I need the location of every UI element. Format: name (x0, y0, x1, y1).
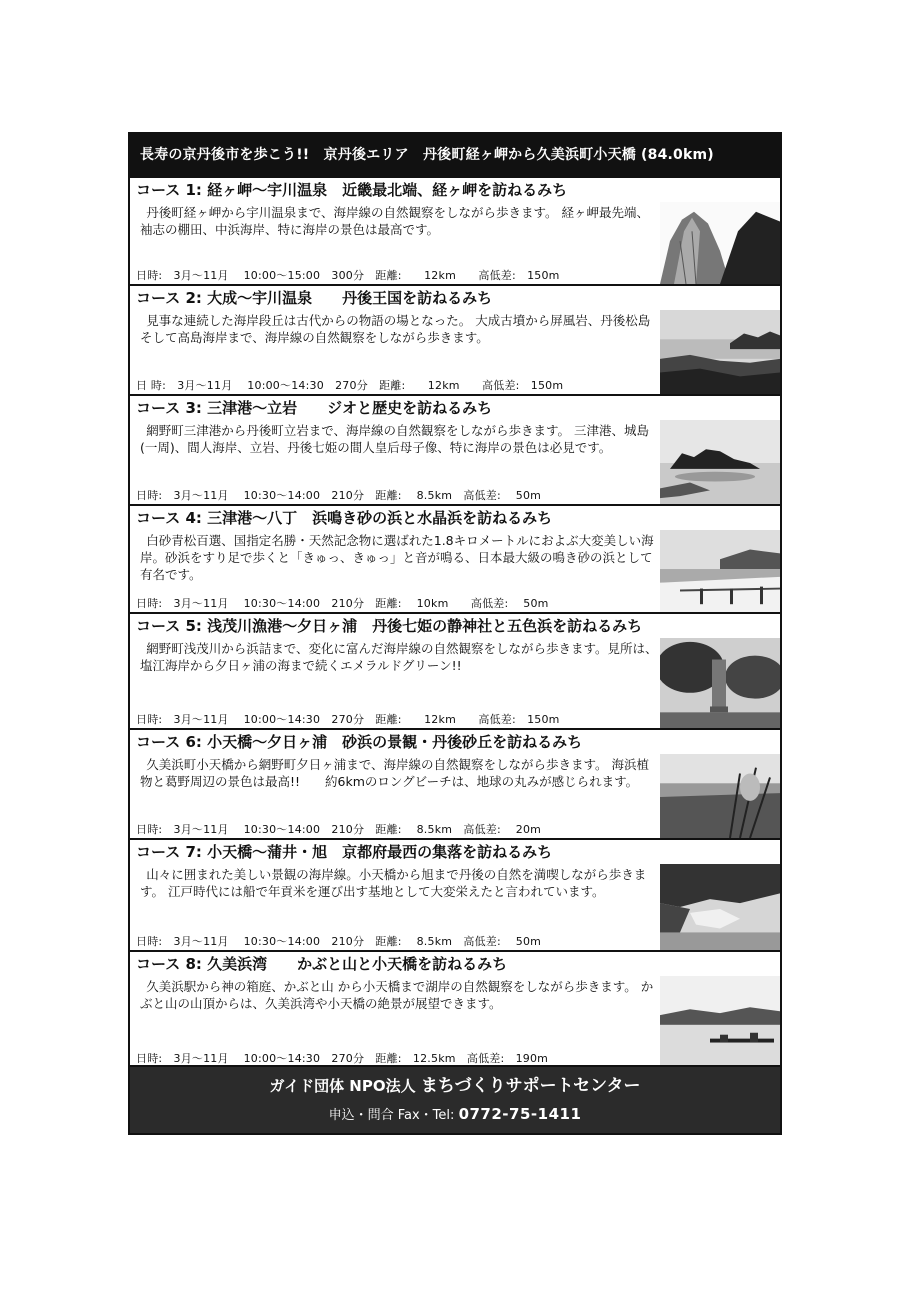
course-meta: 日時: 3月〜11月 10:30〜14:00 210分 距離: 8.5km 高低差: 50m (136, 489, 542, 502)
course-description: 久美浜駅から神の箱庭、かぶと山 から小天橋まで湖岸の自然観察をしながら歩きます。 かぶと山の山頂からは、久美浜湾や小天橋の絶景が展望できます。 (140, 979, 654, 1011)
page-title: 長寿の京丹後市を歩こう!! 京丹後エリア 丹後町経ヶ岬から久美浜町小天橋 (84.0km) (130, 134, 780, 176)
course-description: 見事な連続した海岸段丘は古代からの物語の場となった。 大成古墳から屏風岩、丹後松島そして高島海岸まで、海岸線の自然観察をしながら歩きます。 (140, 313, 651, 345)
grass-beach-photo-icon (660, 754, 780, 838)
organizer-name: まちづくりサポートセンター (420, 1076, 641, 1096)
course-description: 網野町浅茂川から浜詰まで、変化に富んだ海岸線の自然観察をしながら歩きます。見所は、塩江海岸から夕日ヶ浦の海まで続くエメラルドグリーン!! (140, 641, 658, 673)
rock-photo-icon (660, 420, 780, 504)
course-meta: 日時: 3月〜11月 10:00〜14:30 270分 距離: 12.5km 高低差: 190m (136, 1052, 549, 1065)
course-meta: 日時: 3月〜11月 10:00〜15:00 300分 距離: 12km 高低差: 150m (136, 269, 560, 282)
course-description: 久美浜町小天橋から網野町夕日ヶ浦まで、海岸線の自然観察をしながら歩きます。 海浜植物と葛野周辺の景色は最高!! 約6kmのロングビーチは、地球の丸みが感じられます。 (140, 757, 649, 789)
course-title: コース 3: 三津港〜立岩 ジオと歴史を訪ねるみち (136, 399, 493, 417)
footer (130, 1065, 780, 1133)
organizer (130, 1067, 780, 1097)
course-title: コース 2: 大成〜宇川温泉 丹後王国を訪ねるみち (136, 289, 493, 307)
course-meta: 日時: 3月〜11月 10:30〜14:00 210分 距離: 8.5km 高低差: 20m (136, 823, 542, 836)
monument-photo-icon (660, 638, 780, 728)
coast-photo-icon (660, 310, 780, 394)
course-2 (130, 284, 780, 394)
course-description: 丹後町経ヶ岬から宇川温泉まで、海岸線の自然観察をしながら歩きます。 経ヶ岬最先端、袖志の棚田、中浜海岸、特に海岸の景色は最高です。 (140, 205, 649, 237)
contact-line (130, 1097, 780, 1129)
course-meta: 日 時: 3月〜11月 10:00〜14:30 270分 距離: 12km 高低差: 150m (136, 379, 564, 392)
organizer-prefix: ガイド団体 NPO法人 (269, 1077, 416, 1095)
course-description: 網野町三津港から丹後町立岩まで、海岸線の自然観察をしながら歩きます。 三津港、城島(一周)、間人海岸、立岩、丹後七姫の間人皇后母子像、特に海岸の景色は必見です。 (140, 423, 649, 455)
phone-number: 0772-75-1411 (458, 1105, 582, 1123)
course-6 (130, 728, 780, 838)
course-meta: 日時: 3月〜11月 10:30〜14:00 210分 距離: 10km 高低差: 50m (136, 597, 549, 610)
course-meta: 日時: 3月〜11月 10:00〜14:30 270分 距離: 12km 高低差: 150m (136, 713, 560, 726)
course-description: 白砂青松百選、国指定名勝・天然記念物に選ばれた1.8キロメートルにおよぶ大変美しい海岸。砂浜をすり足で歩くと「きゅっ、きゅっ」と音が鳴る、日本最大級の鳴き砂の浜として有名です。 (140, 533, 654, 582)
course-8 (130, 950, 780, 1067)
course-5 (130, 612, 780, 728)
course-title: コース 5: 浅茂川漁港〜夕日ヶ浦 丹後七姫の静神社と五色浜を訪ねるみち (136, 617, 643, 635)
cliff-photo-icon (660, 202, 780, 284)
beach-photo-icon (660, 530, 780, 612)
flyer-sheet (128, 132, 782, 1135)
course-3 (130, 394, 780, 504)
course-1 (130, 176, 780, 284)
bay-photo-icon (660, 864, 780, 950)
course-title: コース 4: 三津港〜八丁 浜鳴き砂の浜と水晶浜を訪ねるみち (136, 509, 553, 527)
course-title: コース 7: 小天橋〜蒲井・旭 京都府最西の集落を訪ねるみち (136, 843, 553, 861)
pier-photo-icon (660, 976, 780, 1067)
course-description: 山々に囲まれた美しい景観の海岸線。小天橋から旭まで丹後の自然を満喫しながら歩きます。 江戸時代には船で年貢米を運び出す基地として大変栄えたと言われています。 (140, 867, 647, 899)
course-7 (130, 838, 780, 950)
course-meta: 日時: 3月〜11月 10:30〜14:00 210分 距離: 8.5km 高低差: 50m (136, 935, 542, 948)
contact-label: 申込・問合 Fax・Tel: (328, 1108, 455, 1123)
course-title: コース 8: 久美浜湾 かぶと山と小天橋を訪ねるみち (136, 955, 508, 973)
course-title: コース 1: 経ヶ岬〜宇川温泉 近畿最北端、経ヶ岬を訪ねるみち (136, 181, 568, 199)
course-title: コース 6: 小天橋〜夕日ヶ浦 砂浜の景観・丹後砂丘を訪ねるみち (136, 733, 583, 751)
course-4 (130, 504, 780, 612)
